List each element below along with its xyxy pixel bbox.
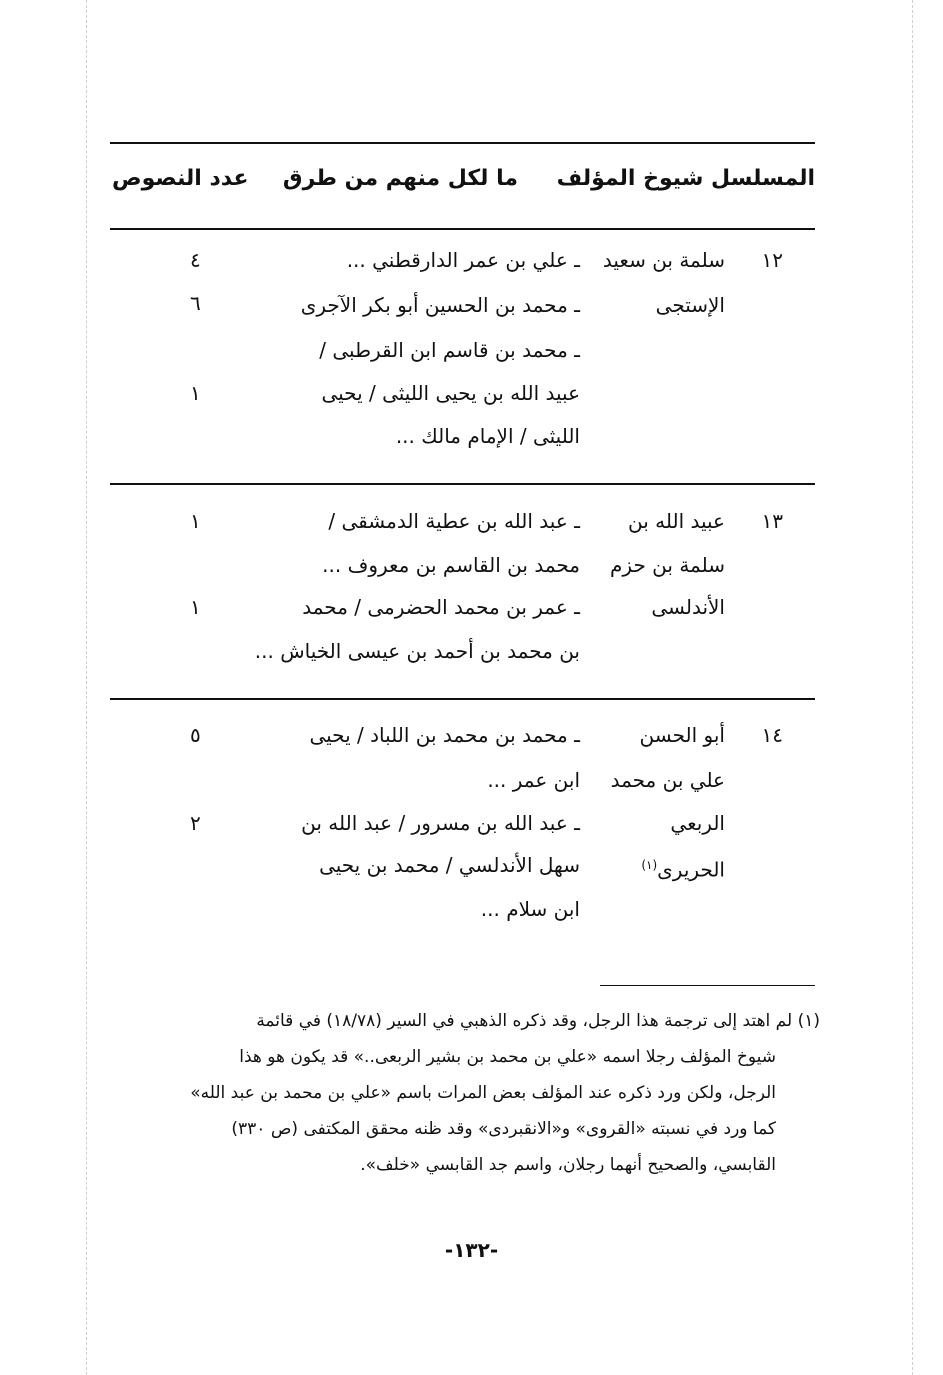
header-text-count: عدد النصوص: [112, 166, 249, 191]
route-line: ـ عبد الله بن عطية الدمشقى /: [328, 509, 580, 533]
route-line: ـ محمد بن الحسين أبو بكر الآجرى: [300, 293, 580, 317]
text-count: ١: [190, 595, 201, 619]
route-line: عبيد الله بن يحيى الليثى / يحيى: [321, 381, 580, 405]
route-line: ـ محمد بن قاسم ابن القرطبى /: [319, 338, 580, 362]
sheikh-name: الحريرى: [657, 857, 725, 882]
route-line: ـ محمد بن محمد بن اللباد / يحيى: [309, 723, 580, 747]
route-line: سهل الأندلسي / محمد بن يحيى: [319, 853, 580, 877]
route-line: ـ علي بن عمر الدارقطني ...: [346, 248, 580, 272]
footnote-line: شيوخ المؤلف رجلا اسمه «علي بن محمد بن بشير الربعى..» قد يكون هو هذا: [239, 1047, 776, 1067]
header-bottom-rule: [110, 228, 815, 230]
serial-number: ١٣: [761, 509, 783, 533]
footnote-line: القابسي، والصحيح أنهما رجلان، واسم جد القابسي «خلف».: [360, 1155, 776, 1175]
page-number: -١٣٢-: [444, 1238, 499, 1262]
footnote-line: الرجل، ولكن ورد ذكره عند المؤلف بعض المرات باسم «علي بن محمد بن عبد الله»: [190, 1083, 776, 1103]
route-line: ابن سلام ...: [480, 897, 580, 921]
header-routes: ما لكل منهم من طرق: [282, 166, 518, 191]
footnote-separator: [600, 985, 815, 986]
route-line: ـ عبد الله بن مسرور / عبد الله بن: [301, 811, 580, 835]
footnote-line: كما ورد في نسبته «القروى» و«الانقبردى» وقد ظنه محقق المكتفى (ص ٣٣٠): [231, 1119, 776, 1139]
route-line: ـ عمر بن محمد الحضرمى / محمد: [302, 595, 580, 619]
text-count: ٦: [190, 291, 201, 315]
serial-number: ١٢: [761, 248, 783, 272]
text-count: ٤: [190, 248, 201, 272]
sheikh-name-line: سلمة بن سعيد: [602, 248, 725, 272]
sheikh-name-line: أبو الحسن: [639, 723, 725, 747]
route-line: ابن عمر ...: [487, 768, 580, 792]
footnote-ref: (١): [641, 858, 658, 872]
sheikh-name-line: الإستجى: [655, 293, 725, 317]
sheikh-name-line: علي بن محمد: [610, 768, 725, 792]
route-line: محمد بن القاسم بن معروف ...: [322, 553, 580, 577]
sheikh-name-line: الربعي: [670, 811, 725, 835]
table-top-rule: [110, 142, 815, 144]
sheikh-name-line: سلمة بن حزم: [610, 553, 725, 577]
scan-edge-left: [86, 0, 87, 1375]
serial-number: ١٤: [761, 723, 783, 747]
text-count: ٢: [190, 811, 201, 835]
row-divider: [110, 483, 815, 485]
row-divider: [110, 698, 815, 700]
text-count: ١: [190, 381, 201, 405]
text-count: ١: [190, 509, 201, 533]
route-line: بن محمد بن أحمد بن عيسى الخياش ...: [254, 639, 580, 663]
footnote-line: (١) لم اهتد إلى ترجمة هذا الرجل، وقد ذكره الذهبي في السير (١٨/٧٨) في قائمة: [256, 1011, 820, 1031]
sheikh-name-line: الأندلسى: [651, 595, 725, 619]
text-count: ٥: [190, 723, 201, 747]
route-line: الليثى / الإمام مالك ...: [395, 424, 580, 448]
sheikh-name-line: عبيد الله بن: [627, 509, 725, 533]
header-serial-sheikh: المسلسل شيوخ المؤلف: [556, 166, 815, 191]
scan-edge-right: [912, 0, 913, 1375]
sheikh-name-line: [641, 852, 725, 883]
